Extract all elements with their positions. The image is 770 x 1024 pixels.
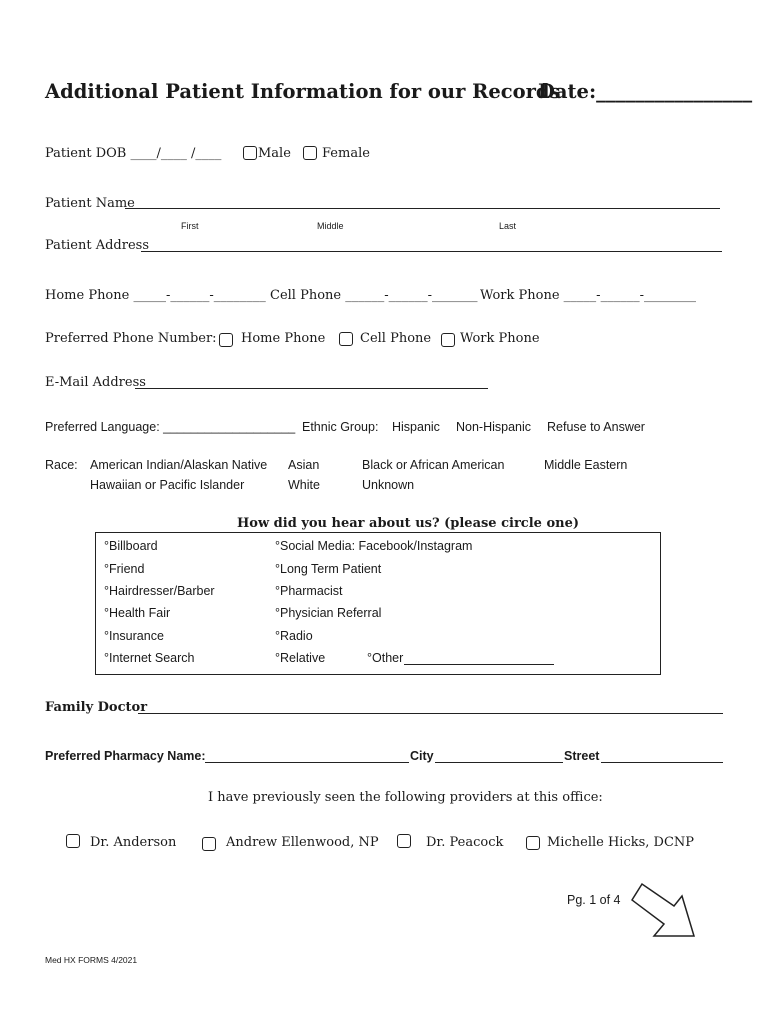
family-doctor-input[interactable] (138, 700, 723, 714)
patient-name-label: Patient Name (45, 196, 135, 211)
referral-radio[interactable]: °Radio (275, 629, 313, 643)
referral-internet-search[interactable]: °Internet Search (104, 651, 195, 665)
pharmacy-name-input[interactable] (205, 749, 409, 763)
email-input[interactable] (135, 375, 488, 389)
patient-address-input[interactable] (141, 238, 722, 252)
referral-friend[interactable]: °Friend (104, 562, 145, 576)
middle-name-caption: Middle (317, 221, 344, 231)
last-name-caption: Last (499, 221, 517, 231)
pharmacy-street-label: Street (564, 749, 600, 763)
referral-long-term[interactable]: °Long Term Patient (275, 562, 382, 576)
dr-peacock-label: Dr. Peacock (426, 835, 504, 850)
work-phone-field[interactable]: Work Phone _____-______-________ (480, 288, 696, 303)
dr-anderson-checkbox[interactable] (66, 834, 80, 848)
ethnic-option-refuse[interactable]: Refuse to Answer (547, 420, 645, 434)
email-label: E-Mail Address (45, 375, 146, 390)
referral-health-fair[interactable]: °Health Fair (104, 606, 171, 620)
referral-hairdresser[interactable]: °Hairdresser/Barber (104, 584, 215, 598)
home-phone-field[interactable]: Home Phone _____-______-________ (45, 288, 266, 303)
referral-insurance[interactable]: °Insurance (104, 629, 164, 643)
referral-pharmacist[interactable]: °Pharmacist (275, 584, 343, 598)
race-option-hawaiian[interactable]: Hawaiian or Pacific Islander (90, 478, 245, 492)
work-phone-option: Work Phone (460, 331, 540, 346)
ethnic-option-hispanic[interactable]: Hispanic (392, 420, 440, 434)
work-phone-checkbox[interactable] (441, 333, 455, 347)
race-option-black[interactable]: Black or African American (362, 458, 505, 472)
pharmacy-street-input[interactable] (601, 749, 723, 763)
pharmacy-city-label: City (410, 749, 434, 763)
referral-billboard[interactable]: °Billboard (104, 539, 158, 553)
patient-name-input[interactable] (125, 196, 720, 209)
first-name-caption: First (181, 221, 199, 231)
hicks-checkbox[interactable] (526, 836, 540, 850)
hicks-label: Michelle Hicks, DCNP (547, 835, 695, 850)
providers-intro: I have previously seen the following providers at this office: (208, 790, 603, 805)
female-checkbox[interactable] (303, 146, 317, 160)
form-title: Additional Patient Information for our Records (45, 80, 561, 103)
preferred-language-field[interactable]: Preferred Language: ___________________ (45, 420, 296, 434)
home-phone-option: Home Phone (241, 331, 326, 346)
cell-phone-field[interactable]: Cell Phone ______-______-_______ (270, 288, 478, 303)
referral-other[interactable]: °Other (367, 651, 404, 665)
form-id: Med HX FORMS 4/2021 (45, 955, 138, 965)
date-field[interactable]: Date:________________ (538, 80, 753, 103)
right-arrow-icon (628, 880, 700, 942)
dr-anderson-label: Dr. Anderson (90, 835, 177, 850)
ethnic-group-label: Ethnic Group: (302, 420, 379, 434)
race-option-asian[interactable]: Asian (288, 458, 320, 472)
male-checkbox[interactable] (243, 146, 257, 160)
ellenwood-label: Andrew Ellenwood, NP (226, 835, 379, 850)
race-option-middle-eastern[interactable]: Middle Eastern (544, 458, 628, 472)
ethnic-option-non-hispanic[interactable]: Non-Hispanic (456, 420, 532, 434)
race-option-unknown[interactable]: Unknown (362, 478, 415, 492)
male-label: Male (258, 146, 291, 161)
cell-phone-checkbox[interactable] (339, 332, 353, 346)
referral-other-input[interactable] (404, 651, 554, 665)
page-number: Pg. 1 of 4 (567, 893, 621, 907)
family-doctor-label: Family Doctor (45, 700, 148, 715)
referral-social-media[interactable]: °Social Media: Facebook/Instagram (275, 539, 473, 553)
preferred-phone-label: Preferred Phone Number: (45, 331, 217, 346)
pharmacy-city-input[interactable] (435, 749, 563, 763)
cell-phone-option: Cell Phone (360, 331, 432, 346)
referral-heading: How did you hear about us? (please circle one) (237, 516, 580, 531)
race-option-white[interactable]: White (288, 478, 320, 492)
pharmacy-name-label: Preferred Pharmacy Name: (45, 749, 206, 763)
race-label: Race: (45, 458, 78, 472)
referral-physician[interactable]: °Physician Referral (275, 606, 382, 620)
referral-relative[interactable]: °Relative (275, 651, 326, 665)
ellenwood-checkbox[interactable] (202, 837, 216, 851)
dr-peacock-checkbox[interactable] (397, 834, 411, 848)
race-option-american-indian[interactable]: American Indian/Alaskan Native (90, 458, 268, 472)
home-phone-checkbox[interactable] (219, 333, 233, 347)
female-label: Female (322, 146, 370, 161)
patient-address-label: Patient Address (45, 238, 149, 253)
dob-field[interactable]: Patient DOB ____/____ /____ (45, 146, 222, 161)
